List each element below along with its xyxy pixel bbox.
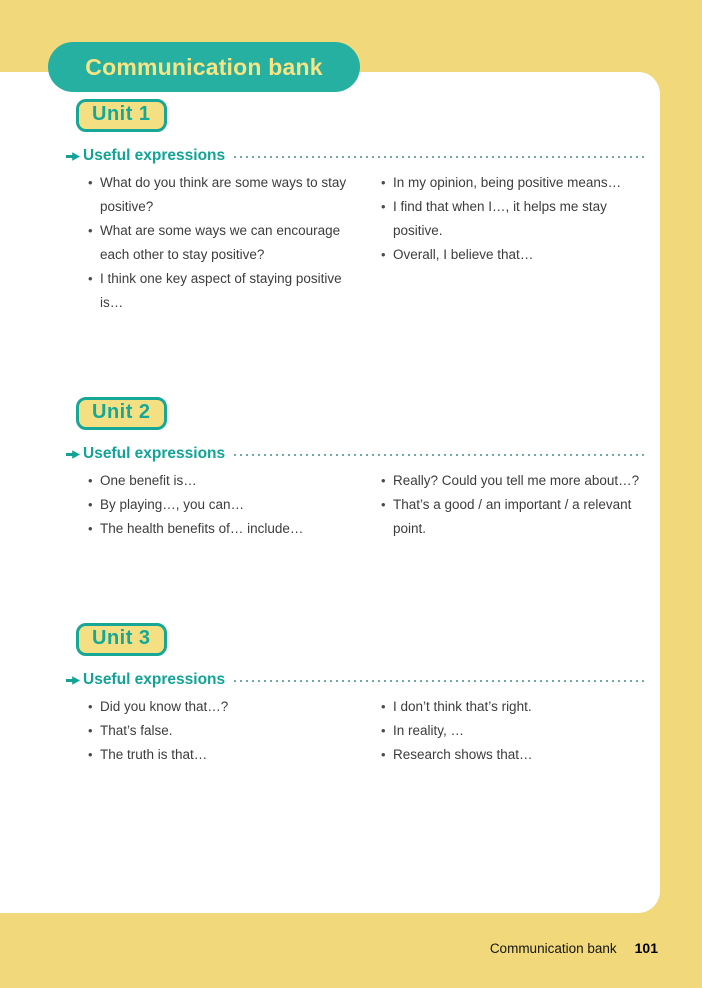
expression-text: I find that when I…, it helps me stay positive. bbox=[393, 199, 607, 238]
useful-expressions-heading bbox=[66, 671, 648, 689]
expression-text: In reality, … bbox=[393, 723, 465, 738]
expression-text: What are some ways we can encourage each other to stay positive? bbox=[100, 223, 341, 262]
expression-text: By playing…, you can… bbox=[100, 497, 245, 512]
footer-section-label: Communication bank bbox=[489, 940, 617, 956]
arrow-icon bbox=[66, 675, 80, 686]
bullet-icon: • bbox=[88, 473, 93, 488]
left-column bbox=[88, 171, 360, 315]
expression-text: Really? Could you tell me more about…? bbox=[393, 473, 640, 488]
useful-expressions-label: Useful expressions bbox=[83, 445, 226, 462]
expression-columns bbox=[66, 695, 648, 767]
page-footer bbox=[0, 937, 658, 959]
list-item bbox=[381, 469, 648, 493]
useful-expressions-label: Useful expressions bbox=[83, 147, 226, 164]
useful-expressions-heading bbox=[66, 445, 648, 463]
list-item bbox=[381, 719, 648, 743]
bullet-icon: • bbox=[88, 497, 93, 512]
list-item bbox=[381, 243, 648, 267]
bullet-icon: • bbox=[88, 747, 93, 762]
expression-text: I think one key aspect of staying positive is… bbox=[100, 271, 342, 310]
bullet-icon: • bbox=[88, 723, 93, 738]
unit-section-2 bbox=[66, 397, 648, 541]
right-column bbox=[381, 469, 648, 541]
expression-text: Did you know that…? bbox=[100, 699, 229, 714]
useful-expressions-label: Useful expressions bbox=[83, 671, 226, 688]
page-header-pill bbox=[48, 42, 360, 92]
bullet-icon: • bbox=[381, 723, 386, 738]
unit-badge-label: Unit 3 bbox=[92, 627, 151, 649]
expression-text: That’s a good / an important / a relevant point. bbox=[393, 497, 632, 536]
list-item bbox=[381, 695, 648, 719]
page-number: 101 bbox=[634, 940, 658, 956]
page-title: Communication bank bbox=[85, 53, 323, 80]
expression-text: In my opinion, being positive means… bbox=[393, 175, 622, 190]
expression-columns bbox=[66, 469, 648, 541]
expression-text: Research shows that… bbox=[393, 747, 533, 762]
expression-text: I don’t think that’s right. bbox=[393, 699, 532, 714]
bullet-icon: • bbox=[88, 223, 93, 238]
list-item bbox=[88, 267, 360, 315]
list-item bbox=[88, 719, 360, 743]
bullet-icon: • bbox=[88, 699, 93, 714]
unit-section-1 bbox=[66, 99, 648, 315]
list-item bbox=[381, 743, 648, 767]
card-content bbox=[0, 72, 660, 913]
left-column bbox=[88, 695, 360, 767]
arrow-icon bbox=[66, 449, 80, 460]
bullet-icon: • bbox=[88, 175, 93, 190]
dotted-divider bbox=[234, 680, 648, 682]
unit-badge-label: Unit 1 bbox=[92, 103, 151, 125]
expression-columns bbox=[66, 171, 648, 315]
list-item bbox=[88, 743, 360, 767]
bullet-icon: • bbox=[381, 497, 386, 512]
dotted-divider bbox=[234, 156, 648, 158]
expression-text: The health benefits of… include… bbox=[100, 521, 304, 536]
expression-text: One benefit is… bbox=[100, 473, 197, 488]
unit-badge bbox=[76, 623, 167, 656]
bullet-icon: • bbox=[381, 699, 386, 714]
bullet-icon: • bbox=[381, 247, 386, 262]
bullet-icon: • bbox=[381, 473, 386, 488]
bullet-icon: • bbox=[381, 747, 386, 762]
list-item bbox=[88, 493, 360, 517]
list-item bbox=[88, 695, 360, 719]
unit-badge-label: Unit 2 bbox=[92, 401, 151, 423]
unit-badge bbox=[76, 397, 167, 430]
list-item bbox=[88, 219, 360, 267]
list-item bbox=[381, 171, 648, 195]
bullet-icon: • bbox=[88, 521, 93, 536]
expression-text: That’s false. bbox=[100, 723, 173, 738]
bullet-icon: • bbox=[88, 271, 93, 286]
list-item bbox=[88, 469, 360, 493]
right-column bbox=[381, 171, 648, 315]
left-column bbox=[88, 469, 360, 541]
bullet-icon: • bbox=[381, 199, 386, 214]
dotted-divider bbox=[234, 454, 648, 456]
list-item bbox=[381, 195, 648, 243]
right-column bbox=[381, 695, 648, 767]
list-item bbox=[88, 517, 360, 541]
unit-section-3 bbox=[66, 623, 648, 767]
expression-text: What do you think are some ways to stay positive? bbox=[100, 175, 347, 214]
list-item bbox=[88, 171, 360, 219]
arrow-icon bbox=[66, 151, 80, 162]
bullet-icon: • bbox=[381, 175, 386, 190]
useful-expressions-heading bbox=[66, 147, 648, 165]
expression-text: Overall, I believe that… bbox=[393, 247, 534, 262]
list-item bbox=[381, 493, 648, 541]
expression-text: The truth is that… bbox=[100, 747, 208, 762]
unit-badge bbox=[76, 99, 167, 132]
